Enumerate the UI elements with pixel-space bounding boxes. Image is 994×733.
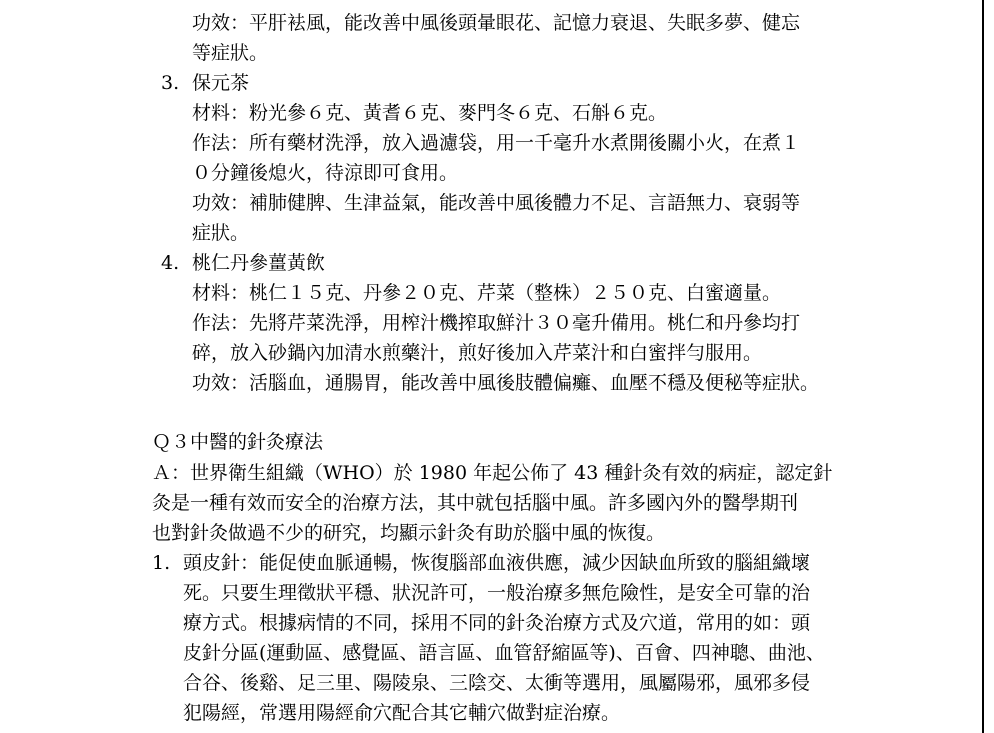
item4-materials: 材料：桃仁１５克、丹參２０克、芹菜（整株）２５０克、白蜜適量。 xyxy=(192,282,782,304)
item4-method-line1: 作法：先將芹菜洗淨，用榨汁機搾取鮮汁３０毫升備用。桃仁和丹參均打 xyxy=(192,312,801,334)
item4-method-line2: 碎，放入砂鍋內加清水煎藥汁，煎好後加入芹菜汁和白蜜拌勻服用。 xyxy=(192,342,763,364)
q3-point1-line: 合谷、後谿、足三里、陽陵泉、三陰交、太衝等選用，風屬陽邪，風邪多侵 xyxy=(183,672,811,694)
q3-point1-line: 犯陽經，常選用陽經俞穴配合其它輔穴做對症治療。 xyxy=(183,702,621,724)
item4-effect: 功效：活腦血，通腸胃，能改善中風後肢體偏癱、血壓不穩及便秘等症狀。 xyxy=(192,372,820,394)
item4-number: 4. xyxy=(161,252,180,274)
page-edge-border xyxy=(982,0,984,733)
q3-point1-line: 死。只要生理徵狀平穩、狀況許可，一般治療多無危險性，是安全可靠的治 xyxy=(183,582,811,604)
item2-effect-line2: 等症狀。 xyxy=(192,42,269,64)
q3-point1-line: 皮針分區(運動區、感覺區、語言區、血管舒縮區等)、百會、四神聰、曲池、 xyxy=(183,642,825,664)
q3-answer-line1: Ａ：世界衛生組織（WHO）於 1980 年起公佈了 43 種針灸有效的病症，認定針 xyxy=(152,462,833,484)
item3-number: 3. xyxy=(161,72,180,94)
item2-effect-line1: 功效：平肝袪風，能改善中風後頭暈眼花、記憶力衰退、失眠多夢、健忘 xyxy=(192,12,801,34)
item3-method-line1: 作法：所有藥材洗淨，放入過濾袋，用一千毫升水煮開後關小火，在煮１ xyxy=(192,132,801,154)
item3-method-line2: ０分鐘後熄火，待涼即可食用。 xyxy=(192,162,459,184)
item3-effect-line1: 功效：補肺健脾、生津益氣，能改善中風後體力不足、言語無力、衰弱等 xyxy=(192,192,801,214)
q3-answer-line2: 灸是一種有效而安全的治療方法，其中就包括腦中風。許多國內外的醫學期刊 xyxy=(152,492,799,514)
q3-heading: Ｑ３中醫的針灸療法 xyxy=(152,431,324,453)
q3-point1-number: 1. xyxy=(152,552,171,574)
q3-point1-line: 療方式。根據病情的不同，採用不同的針灸治療方式及穴道，常用的如：頭 xyxy=(183,612,811,634)
item3-title: 保元茶 xyxy=(192,72,250,94)
item3-effect-line2: 症狀。 xyxy=(192,222,250,244)
item4-title: 桃仁丹參薑黃飲 xyxy=(192,252,326,274)
q3-point1-line: 頭皮針：能促使血脈通暢，恢復腦部血液供應，減少因缺血所致的腦組織壞 xyxy=(183,552,811,574)
item3-materials: 材料：粉光參６克、黃耆６克、麥門冬６克、石斛６克。 xyxy=(192,102,668,124)
q3-answer-line3: 也對針灸做過不少的研究，均顯示針灸有助於腦中風的恢復。 xyxy=(152,522,666,544)
